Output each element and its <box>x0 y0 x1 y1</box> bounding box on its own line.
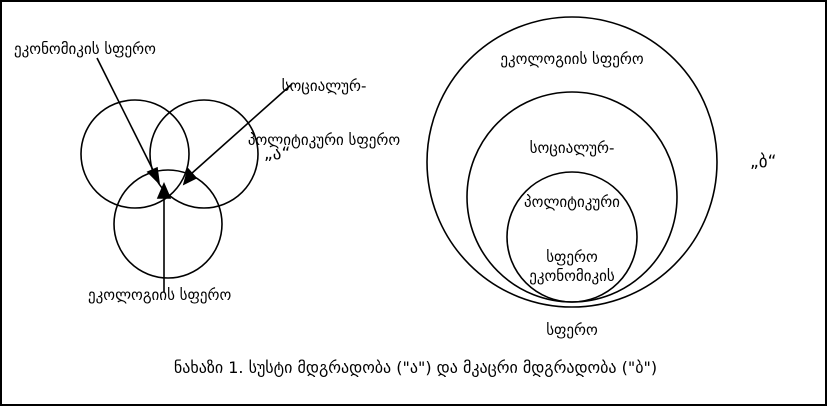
right-label-social-political-line1: სოციალურ- <box>529 138 615 157</box>
right-label-economic-line2: სფერო <box>546 321 598 340</box>
left-label-social-political-line2: პოლიტიკური სფერო <box>247 131 401 150</box>
right-label-social-political-line2: პოლიტიკური <box>524 193 620 212</box>
right-marker-b: „ბ“ <box>750 152 777 172</box>
arrow-economic-line <box>97 58 154 172</box>
diagram-canvas <box>2 2 827 406</box>
left-label-ecological: ეკოლოგიის სფერო <box>88 286 232 304</box>
right-label-economic-line1: ეკონომიკის <box>529 266 615 285</box>
left-label-social-political-line1: სოციალურ- <box>281 76 367 95</box>
left-label-economic: ეკონომიკის სფერო <box>14 40 156 58</box>
left-label-social-political <box>234 40 414 186</box>
circle-economic <box>81 100 189 208</box>
arrow-economic-head <box>148 168 159 183</box>
circle-ecological <box>114 170 222 278</box>
right-label-social-political-line3: სფერო <box>546 248 598 267</box>
left-marker-a: „ა“ <box>264 144 291 164</box>
right-label-ecological: ეკოლოგიის სფერო <box>500 50 644 68</box>
right-label-economic <box>497 230 647 376</box>
figure-caption: ნახაზი 1. სუსტი მდგრადობა ("ა") და მკაცრი მდგრადობა ("ბ") <box>173 358 658 377</box>
